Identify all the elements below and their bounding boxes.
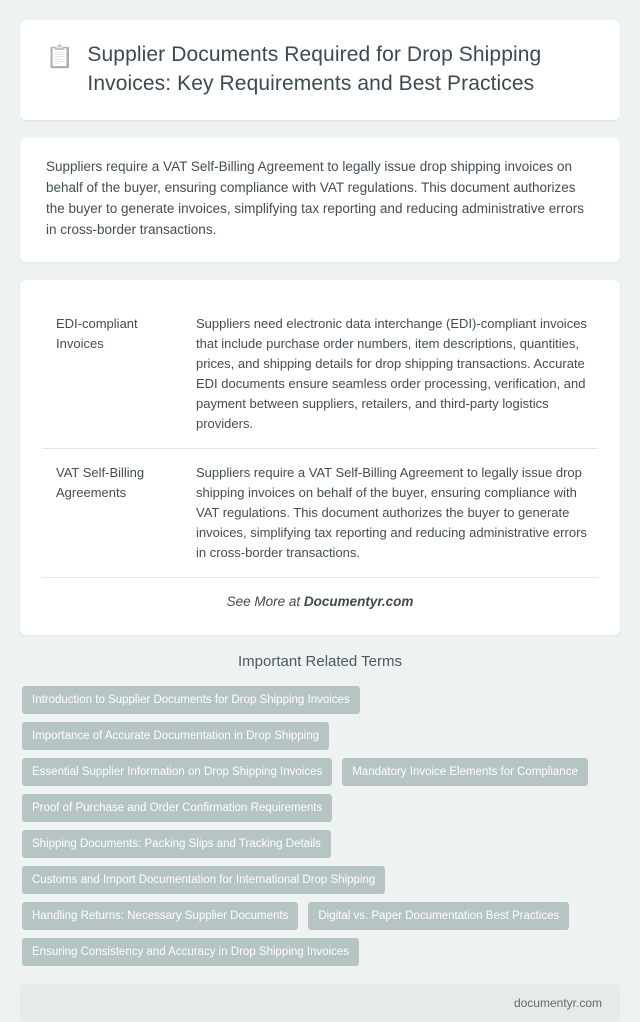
page-title: Supplier Documents Required for Drop Shipping Invoices: Key Requirements and Best Practices [87,43,542,95]
related-terms-heading: Important Related Terms [238,653,402,670]
related-terms-list [20,686,620,966]
footer-bar [20,984,620,1022]
list-item[interactable]: Shipping Documents: Packing Slips and Tracking Details [22,830,331,858]
term-description: Suppliers require a VAT Self-Billing Agreement to legally issue drop shipping invoices on behalf of the buyer, ensuring compliance with VAT regulations. This document authorizes the buyer to generate invoices, simplifying tax reporting and reducing administrative errors in cross-border transactions. [182,449,598,578]
footer-site-name: documentyr.com [513,996,602,1010]
title-card [20,20,620,120]
see-more-line [42,578,598,625]
list-item[interactable]: Customs and Import Documentation for International Drop Shipping [22,866,385,894]
term-name: EDI-compliant Invoices [42,300,182,449]
table-row [42,449,598,578]
terms-table-card [20,280,620,635]
list-item[interactable]: Essential Supplier Information on Drop Shipping Invoices [22,758,332,786]
document-icon: 📋 [46,44,74,69]
table-row [42,300,598,449]
term-name: VAT Self-Billing Agreements [42,449,182,578]
list-item[interactable]: Importance of Accurate Documentation in Drop Shipping [22,722,329,750]
terms-table [42,300,598,578]
list-item[interactable]: Digital vs. Paper Documentation Best Practices [308,902,569,930]
summary-card [20,138,620,262]
see-more-link[interactable]: Documentyr.com [303,594,414,609]
list-item[interactable]: Introduction to Supplier Documents for Drop Shipping Invoices [22,686,360,714]
list-item[interactable]: Mandatory Invoice Elements for Compliance [342,758,588,786]
term-description: Suppliers need electronic data interchange (EDI)-compliant invoices that include purchase order numbers, item descriptions, quantities, prices, and shipping details for drop shipping transactions. Accurate EDI documents ensure seamless order processing, verification, and payment between suppliers, retailers, and third-party logistics providers. [182,300,598,449]
list-item[interactable]: Handling Returns: Necessary Supplier Documents [22,902,298,930]
list-item[interactable]: Ensuring Consistency and Accuracy in Drop Shipping Invoices [22,938,359,966]
see-more-prefix: See More at [226,594,304,609]
list-item[interactable]: Proof of Purchase and Order Confirmation Requirements [22,794,332,822]
summary-text: Suppliers require a VAT Self-Billing Agreement to legally issue drop shipping invoices on behalf of the buyer, ensuring compliance with VAT regulations. This document authorizes the buyer to generate invoices, simplifying tax reporting and reducing administrative errors in cross-border transactions. [46,159,585,237]
